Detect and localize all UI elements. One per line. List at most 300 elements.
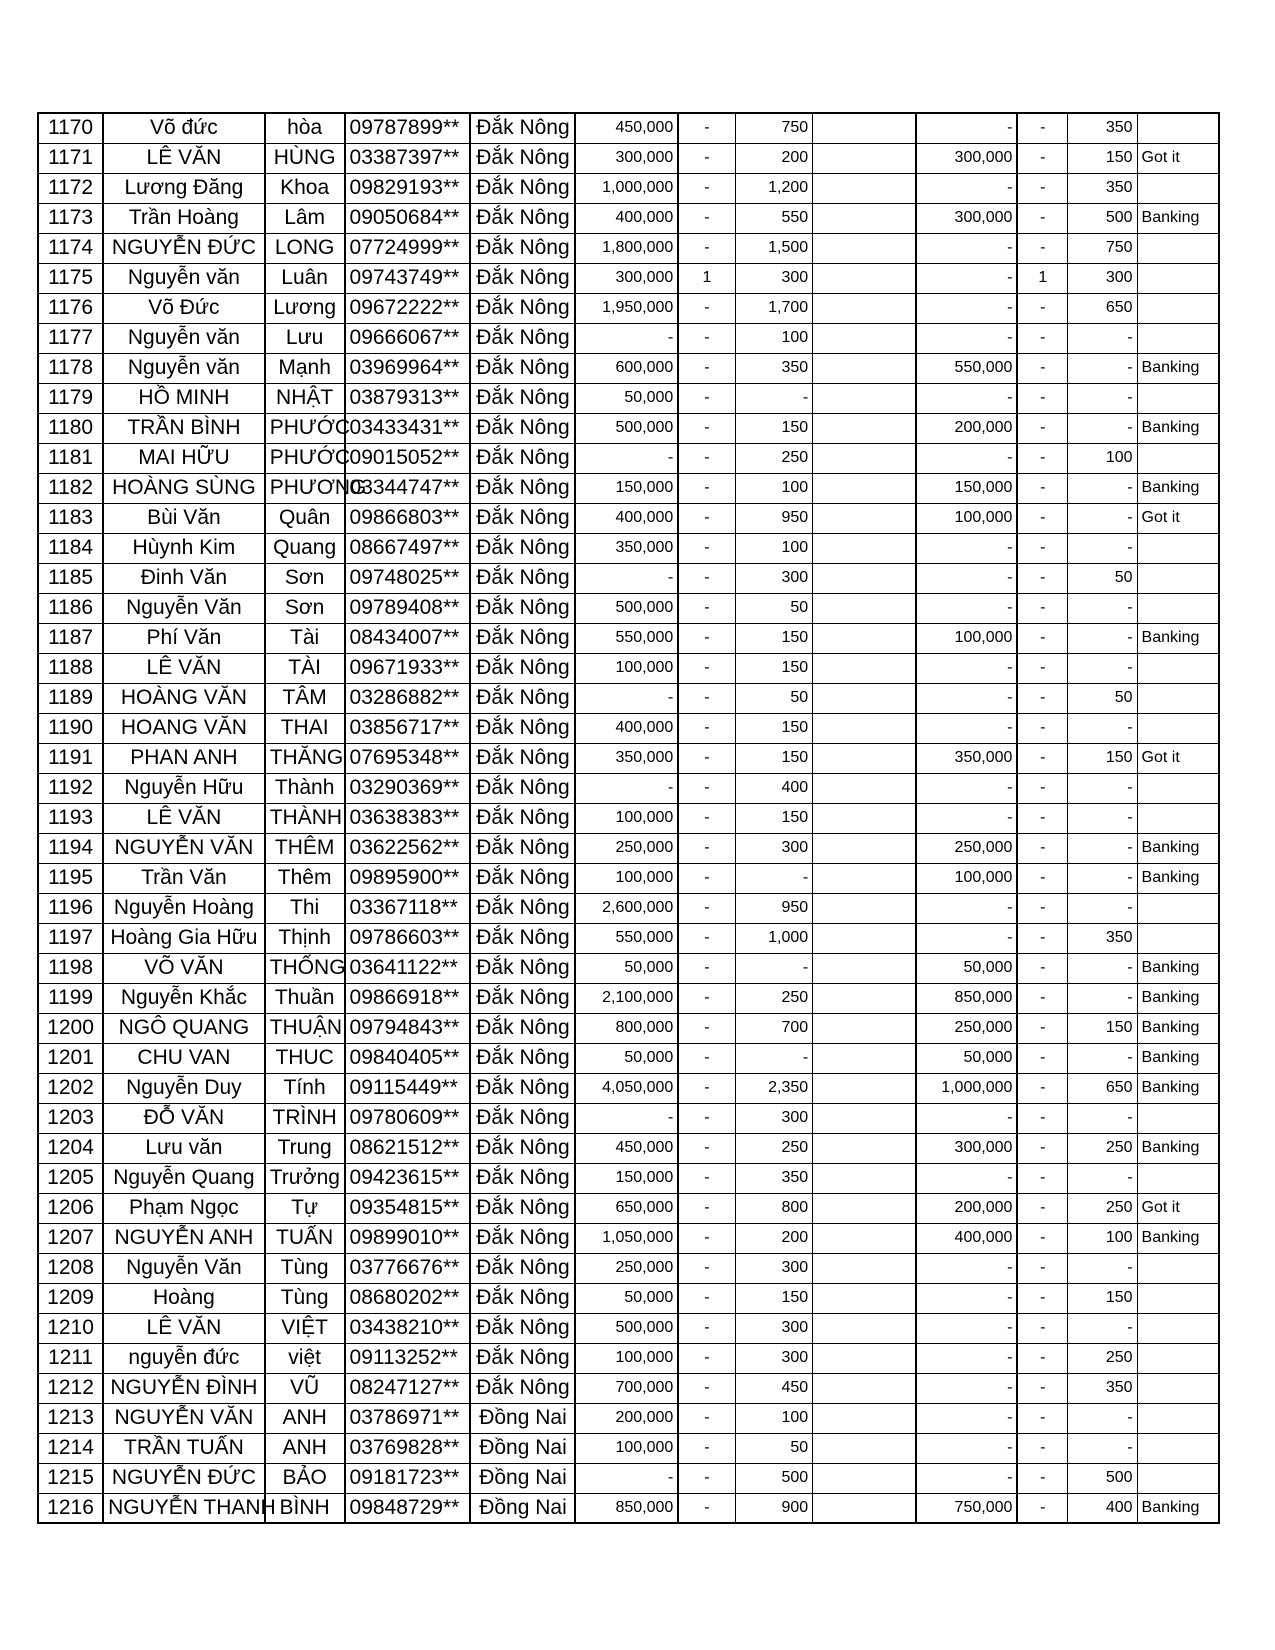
paid-amount-cell: - (916, 233, 1018, 263)
surname-cell: HOÀNG SÙNG (103, 473, 265, 503)
province-cell: Đắk Nông (470, 593, 575, 623)
table-row (38, 1463, 1219, 1493)
given-name-cell: BẢO (265, 1463, 345, 1493)
table-row (38, 233, 1219, 263)
value-cell: - (735, 953, 813, 983)
paid-count-cell: - (1017, 533, 1067, 563)
table-row (38, 1193, 1219, 1223)
given-name-cell: Sơn (265, 593, 345, 623)
paid-value-cell: 500 (1068, 203, 1137, 233)
value-cell: 150 (735, 653, 813, 683)
province-cell: Đắk Nông (470, 263, 575, 293)
given-name-cell: Thịnh (265, 923, 345, 953)
paid-count-cell: - (1017, 1283, 1067, 1313)
given-name-cell: Tùng (265, 1253, 345, 1283)
amount-cell: 350,000 (575, 533, 678, 563)
method-cell: Banking (1137, 203, 1219, 233)
blank-cell (813, 893, 916, 923)
province-cell: Đắk Nông (470, 1073, 575, 1103)
phone-cell: 03638383** (345, 803, 471, 833)
given-name-cell: LONG (265, 233, 345, 263)
count-cell: - (678, 563, 735, 593)
blank-cell (813, 1073, 916, 1103)
amount-cell: 50,000 (575, 1283, 678, 1313)
given-name-cell: PHƯỚC (265, 413, 345, 443)
paid-count-cell: - (1017, 233, 1067, 263)
province-cell: Đắk Nông (470, 323, 575, 353)
table-row (38, 533, 1219, 563)
given-name-cell: VIỆT (265, 1313, 345, 1343)
count-cell: - (678, 653, 735, 683)
blank-cell (813, 353, 916, 383)
surname-cell: Trần Văn (103, 863, 265, 893)
surname-cell: CHU VAN (103, 1043, 265, 1073)
count-cell: - (678, 713, 735, 743)
paid-amount-cell: - (916, 773, 1018, 803)
value-cell: 300 (735, 263, 813, 293)
count-cell: - (678, 1193, 735, 1223)
paid-count-cell: - (1017, 1493, 1067, 1523)
blank-cell (813, 803, 916, 833)
table-row (38, 1313, 1219, 1343)
given-name-cell: THUC (265, 1043, 345, 1073)
paid-amount-cell: 100,000 (916, 503, 1018, 533)
method-cell: Banking (1137, 863, 1219, 893)
province-cell: Đắk Nông (470, 1043, 575, 1073)
given-name-cell: PHƯƠNG (265, 473, 345, 503)
blank-cell (813, 1343, 916, 1373)
method-cell: Banking (1137, 413, 1219, 443)
paid-count-cell: - (1017, 1073, 1067, 1103)
paid-value-cell: - (1068, 323, 1137, 353)
paid-value-cell: - (1068, 713, 1137, 743)
paid-amount-cell: 300,000 (916, 1133, 1018, 1163)
value-cell: 500 (735, 1463, 813, 1493)
blank-cell (813, 1313, 916, 1343)
surname-cell: NGUYỄN ĐỨC (103, 233, 265, 263)
surname-cell: NGUYỄN ĐỨC (103, 1463, 265, 1493)
amount-cell: 100,000 (575, 863, 678, 893)
method-cell: Banking (1137, 1043, 1219, 1073)
surname-cell: NGÔ QUANG (103, 1013, 265, 1043)
paid-amount-cell: - (916, 173, 1018, 203)
amount-cell: 2,100,000 (575, 983, 678, 1013)
value-cell: 50 (735, 683, 813, 713)
phone-cell: 09866918** (345, 983, 471, 1013)
phone-cell: 03769828** (345, 1433, 471, 1463)
paid-amount-cell: - (916, 1463, 1018, 1493)
method-cell: Banking (1137, 953, 1219, 983)
phone-cell: 09181723** (345, 1463, 471, 1493)
blank-cell (813, 293, 916, 323)
data-table (37, 112, 1220, 1524)
paid-amount-cell: - (916, 323, 1018, 353)
method-cell: Banking (1137, 1223, 1219, 1253)
table-row (38, 143, 1219, 173)
province-cell: Đắk Nông (470, 953, 575, 983)
province-cell: Đắk Nông (470, 833, 575, 863)
phone-cell: 09840405** (345, 1043, 471, 1073)
row-number: 1195 (38, 863, 103, 893)
surname-cell: Nguyễn Hữu (103, 773, 265, 803)
paid-amount-cell: 100,000 (916, 623, 1018, 653)
blank-cell (813, 113, 916, 143)
value-cell: 50 (735, 593, 813, 623)
count-cell: - (678, 1013, 735, 1043)
blank-cell (813, 863, 916, 893)
amount-cell: 150,000 (575, 473, 678, 503)
row-number: 1200 (38, 1013, 103, 1043)
amount-cell: 300,000 (575, 143, 678, 173)
paid-amount-cell: - (916, 1253, 1018, 1283)
method-cell (1137, 1433, 1219, 1463)
given-name-cell: Mạnh (265, 353, 345, 383)
table-row (38, 833, 1219, 863)
row-number: 1190 (38, 713, 103, 743)
blank-cell (813, 203, 916, 233)
count-cell: - (678, 1343, 735, 1373)
row-number: 1193 (38, 803, 103, 833)
paid-amount-cell: - (916, 1283, 1018, 1313)
count-cell: - (678, 1043, 735, 1073)
count-cell: - (678, 803, 735, 833)
method-cell (1137, 683, 1219, 713)
phone-cell: 09787899** (345, 113, 471, 143)
table-row (38, 203, 1219, 233)
surname-cell: Phí Văn (103, 623, 265, 653)
paid-value-cell: 650 (1068, 1073, 1137, 1103)
method-cell (1137, 443, 1219, 473)
surname-cell: nguyễn đức (103, 1343, 265, 1373)
amount-cell: 2,600,000 (575, 893, 678, 923)
paid-value-cell: 150 (1068, 143, 1137, 173)
value-cell: 150 (735, 1283, 813, 1313)
province-cell: Đắk Nông (470, 983, 575, 1013)
method-cell (1137, 263, 1219, 293)
amount-cell: - (575, 773, 678, 803)
paid-count-cell: - (1017, 983, 1067, 1013)
province-cell: Đắk Nông (470, 713, 575, 743)
blank-cell (813, 1283, 916, 1313)
table-row (38, 113, 1219, 143)
province-cell: Đắk Nông (470, 1283, 575, 1313)
count-cell: - (678, 143, 735, 173)
phone-cell: 09748025** (345, 563, 471, 593)
table-row (38, 443, 1219, 473)
value-cell: 100 (735, 533, 813, 563)
value-cell: 750 (735, 113, 813, 143)
count-cell: - (678, 1403, 735, 1433)
method-cell: Banking (1137, 1013, 1219, 1043)
amount-cell: 500,000 (575, 1313, 678, 1343)
amount-cell: 850,000 (575, 1493, 678, 1523)
province-cell: Đắk Nông (470, 143, 575, 173)
province-cell: Đắk Nông (470, 563, 575, 593)
paid-amount-cell: 200,000 (916, 1193, 1018, 1223)
province-cell: Đắk Nông (470, 1193, 575, 1223)
paid-count-cell: - (1017, 203, 1067, 233)
count-cell: - (678, 593, 735, 623)
paid-count-cell: - (1017, 1013, 1067, 1043)
value-cell: 700 (735, 1013, 813, 1043)
blank-cell (813, 563, 916, 593)
phone-cell: 09050684** (345, 203, 471, 233)
method-cell (1137, 233, 1219, 263)
phone-cell: 08434007** (345, 623, 471, 653)
province-cell: Đắk Nông (470, 923, 575, 953)
paid-count-cell: - (1017, 743, 1067, 773)
paid-amount-cell: 1,000,000 (916, 1073, 1018, 1103)
method-cell: Banking (1137, 1073, 1219, 1103)
paid-value-cell: 150 (1068, 1013, 1137, 1043)
count-cell: - (678, 683, 735, 713)
value-cell: 900 (735, 1493, 813, 1523)
given-name-cell: Lâm (265, 203, 345, 233)
method-cell: Banking (1137, 623, 1219, 653)
paid-amount-cell: - (916, 563, 1018, 593)
count-cell: - (678, 533, 735, 563)
province-cell: Đồng Nai (470, 1433, 575, 1463)
row-number: 1188 (38, 653, 103, 683)
value-cell: 450 (735, 1373, 813, 1403)
paid-amount-cell: - (916, 593, 1018, 623)
province-cell: Đồng Nai (470, 1463, 575, 1493)
blank-cell (813, 1403, 916, 1433)
paid-value-cell: - (1068, 1403, 1137, 1433)
province-cell: Đắk Nông (470, 173, 575, 203)
amount-cell: 4,050,000 (575, 1073, 678, 1103)
phone-cell: 07724999** (345, 233, 471, 263)
paid-amount-cell: - (916, 1163, 1018, 1193)
paid-amount-cell: 200,000 (916, 413, 1018, 443)
count-cell: - (678, 473, 735, 503)
given-name-cell: HÙNG (265, 143, 345, 173)
count-cell: - (678, 1463, 735, 1493)
table-row (38, 263, 1219, 293)
given-name-cell: THÀNH (265, 803, 345, 833)
surname-cell: LÊ VĂN (103, 143, 265, 173)
phone-cell: 07695348** (345, 743, 471, 773)
given-name-cell: BÌNH (265, 1493, 345, 1523)
row-number: 1189 (38, 683, 103, 713)
paid-count-cell: - (1017, 1103, 1067, 1133)
amount-cell: 50,000 (575, 953, 678, 983)
paid-count-cell: - (1017, 113, 1067, 143)
method-cell: Banking (1137, 473, 1219, 503)
surname-cell: Nguyễn Quang (103, 1163, 265, 1193)
given-name-cell: Lương (265, 293, 345, 323)
count-cell: - (678, 413, 735, 443)
surname-cell: Đinh Văn (103, 563, 265, 593)
table-row (38, 713, 1219, 743)
value-cell: - (735, 1043, 813, 1073)
paid-amount-cell: - (916, 713, 1018, 743)
value-cell: 800 (735, 1193, 813, 1223)
paid-amount-cell: - (916, 1103, 1018, 1133)
given-name-cell: Thuần (265, 983, 345, 1013)
amount-cell: 350,000 (575, 743, 678, 773)
surname-cell: NGUYỄN VĂN (103, 833, 265, 863)
table-row (38, 1043, 1219, 1073)
phone-cell: 09794843** (345, 1013, 471, 1043)
paid-value-cell: - (1068, 353, 1137, 383)
blank-cell (813, 1223, 916, 1253)
row-number: 1194 (38, 833, 103, 863)
amount-cell: 100,000 (575, 653, 678, 683)
count-cell: - (678, 743, 735, 773)
row-number: 1208 (38, 1253, 103, 1283)
paid-amount-cell: - (916, 113, 1018, 143)
blank-cell (813, 953, 916, 983)
table-row (38, 743, 1219, 773)
method-cell: Got it (1137, 143, 1219, 173)
count-cell: - (678, 353, 735, 383)
paid-value-cell: - (1068, 773, 1137, 803)
paid-value-cell: 350 (1068, 173, 1137, 203)
given-name-cell: TRÌNH (265, 1103, 345, 1133)
paid-value-cell: 400 (1068, 1493, 1137, 1523)
method-cell (1137, 893, 1219, 923)
phone-cell: 09786603** (345, 923, 471, 953)
table-row (38, 683, 1219, 713)
blank-cell (813, 143, 916, 173)
surname-cell: Nguyễn văn (103, 353, 265, 383)
row-number: 1204 (38, 1133, 103, 1163)
paid-amount-cell: 300,000 (916, 143, 1018, 173)
row-number: 1176 (38, 293, 103, 323)
table-row (38, 1073, 1219, 1103)
row-number: 1210 (38, 1313, 103, 1343)
blank-cell (813, 923, 916, 953)
amount-cell: 300,000 (575, 263, 678, 293)
count-cell: - (678, 113, 735, 143)
phone-cell: 09780609** (345, 1103, 471, 1133)
amount-cell: 450,000 (575, 113, 678, 143)
given-name-cell: THUẬN (265, 1013, 345, 1043)
count-cell: - (678, 1313, 735, 1343)
province-cell: Đắk Nông (470, 443, 575, 473)
method-cell (1137, 803, 1219, 833)
table-row (38, 563, 1219, 593)
count-cell: - (678, 1103, 735, 1133)
value-cell: 150 (735, 713, 813, 743)
blank-cell (813, 1133, 916, 1163)
province-cell: Đắk Nông (470, 1103, 575, 1133)
blank-cell (813, 1043, 916, 1073)
surname-cell: LÊ VĂN (103, 803, 265, 833)
surname-cell: PHAN ANH (103, 743, 265, 773)
paid-amount-cell: - (916, 683, 1018, 713)
count-cell: - (678, 893, 735, 923)
table-row (38, 1283, 1219, 1313)
province-cell: Đắk Nông (470, 1163, 575, 1193)
province-cell: Đắk Nông (470, 293, 575, 323)
amount-cell: 50,000 (575, 1043, 678, 1073)
province-cell: Đắk Nông (470, 233, 575, 263)
row-number: 1211 (38, 1343, 103, 1373)
phone-cell: 09115449** (345, 1073, 471, 1103)
paid-amount-cell: 350,000 (916, 743, 1018, 773)
paid-value-cell: - (1068, 1043, 1137, 1073)
blank-cell (813, 383, 916, 413)
table-row (38, 1343, 1219, 1373)
province-cell: Đắk Nông (470, 1313, 575, 1343)
surname-cell: Nguyễn Văn (103, 593, 265, 623)
surname-cell: NGUYỄN ANH (103, 1223, 265, 1253)
surname-cell: NGUYỄN VĂN (103, 1403, 265, 1433)
blank-cell (813, 1373, 916, 1403)
given-name-cell: Lưu (265, 323, 345, 353)
value-cell: 100 (735, 323, 813, 353)
value-cell: 300 (735, 1103, 813, 1133)
row-number: 1182 (38, 473, 103, 503)
amount-cell: 1,050,000 (575, 1223, 678, 1253)
phone-cell: 09113252** (345, 1343, 471, 1373)
amount-cell: 500,000 (575, 413, 678, 443)
count-cell: - (678, 773, 735, 803)
paid-value-cell: 650 (1068, 293, 1137, 323)
phone-cell: 03786971** (345, 1403, 471, 1433)
blank-cell (813, 1253, 916, 1283)
paid-count-cell: - (1017, 323, 1067, 353)
paid-amount-cell: - (916, 893, 1018, 923)
paid-value-cell: - (1068, 833, 1137, 863)
row-number: 1206 (38, 1193, 103, 1223)
province-cell: Đắk Nông (470, 413, 575, 443)
surname-cell: Lưu văn (103, 1133, 265, 1163)
paid-count-cell: - (1017, 143, 1067, 173)
given-name-cell: Tự (265, 1193, 345, 1223)
province-cell: Đắk Nông (470, 623, 575, 653)
blank-cell (813, 233, 916, 263)
paid-count-cell: - (1017, 803, 1067, 833)
value-cell: 550 (735, 203, 813, 233)
paid-amount-cell: - (916, 533, 1018, 563)
paid-count-cell: - (1017, 563, 1067, 593)
table-row (38, 1253, 1219, 1283)
value-cell: 300 (735, 1253, 813, 1283)
phone-cell: 08667497** (345, 533, 471, 563)
paid-amount-cell: - (916, 1433, 1018, 1463)
method-cell (1137, 1163, 1219, 1193)
count-cell: - (678, 173, 735, 203)
phone-cell: 09743749** (345, 263, 471, 293)
surname-cell: MAI HỮU (103, 443, 265, 473)
amount-cell: 600,000 (575, 353, 678, 383)
province-cell: Đắk Nông (470, 503, 575, 533)
paid-count-cell: - (1017, 1043, 1067, 1073)
paid-count-cell: - (1017, 353, 1067, 383)
phone-cell: 03367118** (345, 893, 471, 923)
row-number: 1214 (38, 1433, 103, 1463)
surname-cell: Bùi Văn (103, 503, 265, 533)
blank-cell (813, 173, 916, 203)
method-cell: Got it (1137, 503, 1219, 533)
amount-cell: 1,800,000 (575, 233, 678, 263)
surname-cell: Hùynh Kim (103, 533, 265, 563)
paid-count-cell: - (1017, 623, 1067, 653)
phone-cell: 09354815** (345, 1193, 471, 1223)
province-cell: Đắk Nông (470, 1223, 575, 1253)
province-cell: Đắk Nông (470, 803, 575, 833)
given-name-cell: Tính (265, 1073, 345, 1103)
blank-cell (813, 653, 916, 683)
count-cell: - (678, 923, 735, 953)
paid-value-cell: - (1068, 1433, 1137, 1463)
amount-cell: 500,000 (575, 593, 678, 623)
paid-amount-cell: 300,000 (916, 203, 1018, 233)
blank-cell (813, 503, 916, 533)
